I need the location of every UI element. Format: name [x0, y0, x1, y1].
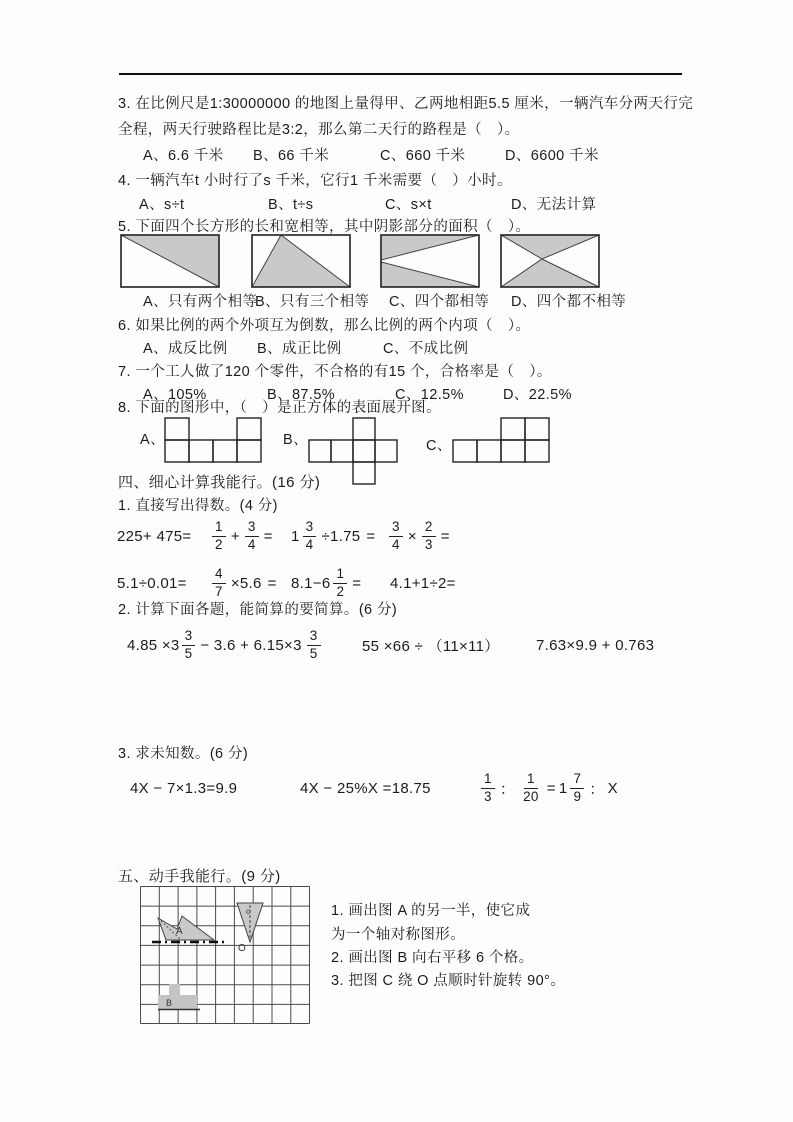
- cube-net-c: [452, 417, 550, 463]
- operator: ×: [407, 527, 417, 545]
- simp-e3: [536, 623, 654, 667]
- unknown-x: X: [607, 779, 618, 797]
- question-6-stem: 6. 如果比例的两个外项互为倒数，那么比例的两个内项（ ）。: [118, 318, 531, 334]
- denominator: 2: [336, 583, 345, 599]
- calc-r2c4: [390, 561, 456, 605]
- net-c-label: C、: [426, 438, 452, 454]
- question-5-stem: 5. 下面四个长方形的长和宽相等，其中阴影部分的面积（ ）。: [118, 219, 531, 235]
- ratio-colon: ：: [499, 780, 516, 798]
- shaded-bottom-band: [381, 262, 479, 287]
- shaded-bottom-triangle: [501, 259, 599, 287]
- section-5-title: 五、动手我能行。(9 分): [118, 868, 281, 885]
- top-rule: [119, 73, 682, 75]
- equals-sign: =: [440, 527, 450, 545]
- fraction: [422, 520, 436, 551]
- instruction-3: 3. 把图 C 绕 O 点顺时针旋转 90°。: [331, 973, 566, 989]
- expression: 5.1÷0.01=: [117, 574, 187, 592]
- shaded-top-band: [381, 235, 479, 260]
- instruction-2: 2. 画出图 B 向右平移 6 个格。: [331, 950, 534, 966]
- q4-option-d: D、无法计算: [511, 197, 597, 213]
- numerator: 7: [570, 772, 584, 788]
- calc-r2c1: [117, 561, 187, 605]
- numerator: 1: [524, 772, 538, 788]
- shape-a-label: A: [176, 926, 183, 937]
- numerator: 3: [245, 520, 259, 536]
- cube-net-b: [308, 417, 400, 485]
- question-3-line2: 全程，两天行驶路程比是3:2，那么第二天行的路程是（ ）。: [118, 122, 520, 138]
- shaded-rectangle-figure-1: [120, 234, 220, 288]
- shaded-top-triangle: [501, 235, 599, 259]
- section-4-sub2: 2. 计算下面各题，能简算的要简算。(6 分): [118, 602, 398, 618]
- expression: 7.63×9.9 + 0.763: [536, 636, 655, 654]
- numerator: 4: [212, 567, 226, 583]
- denominator: 4: [392, 536, 400, 552]
- numerator: 3: [389, 520, 403, 536]
- q5-option-d: D、四个都不相等: [511, 294, 627, 310]
- q4-option-b: B、t÷s: [268, 197, 314, 213]
- numerator: 2: [422, 520, 436, 536]
- q7-option-c: C、12.5%: [395, 387, 464, 403]
- equals-sign: =: [546, 779, 556, 797]
- denominator: 5: [309, 645, 318, 661]
- fraction: [389, 520, 403, 551]
- fraction: [303, 520, 317, 551]
- section-4-sub1: 1. 直接写出得数。(4 分): [118, 498, 278, 514]
- fraction: [570, 772, 584, 803]
- denominator: 2: [215, 536, 223, 552]
- shaded-rectangle-figure-3: [380, 234, 480, 288]
- calc-r1c4: [387, 514, 453, 558]
- net-b-squares: [309, 418, 397, 484]
- denominator: 5: [184, 645, 193, 661]
- q7-option-a: A、105%: [143, 387, 207, 403]
- q5-option-a: A、只有两个相等: [143, 294, 258, 310]
- denominator: 3: [484, 788, 492, 804]
- net-c-squares: [453, 418, 549, 462]
- denominator: 4: [247, 536, 256, 552]
- operator: +: [230, 527, 240, 545]
- numerator: 1: [212, 520, 226, 536]
- q7-option-b: B、87.5%: [267, 387, 336, 403]
- net-a-squares: [165, 418, 261, 462]
- net-b-label: B、: [283, 432, 308, 448]
- numerator: 3: [303, 520, 317, 536]
- integer-part: 1: [558, 779, 568, 797]
- question-4-stem: 4. 一辆汽车t 小时行了s 千米，它行1 千米需要（ ）小时。: [118, 173, 512, 189]
- shape-a-polygon: [158, 916, 214, 940]
- integer-part: 1: [291, 527, 300, 545]
- equals-sign: =: [263, 527, 273, 545]
- numerator: 3: [182, 629, 196, 645]
- fraction: [245, 520, 259, 551]
- instruction-1-line1: 1. 画出图 A 的另一半，使它成: [331, 903, 531, 919]
- shaded-rectangle-figure-2: [251, 234, 351, 288]
- unknown-eq3: [479, 766, 618, 810]
- q4-option-c: C、s×t: [385, 197, 432, 213]
- q4-option-a: A、s÷t: [139, 197, 185, 213]
- equals-sign: =: [366, 527, 376, 545]
- operator: ÷1.75: [321, 527, 361, 545]
- question-3-line1: 3. 在比例尺是1:30000000 的地图上量得甲、乙两地相距5.5 厘米，一辆汽车分两天行完: [118, 96, 694, 112]
- fraction: [481, 772, 495, 803]
- expression: 4.1+1÷2=: [390, 574, 456, 592]
- equals-sign: =: [352, 574, 362, 592]
- q5-option-c: C、四个都相等: [389, 294, 490, 310]
- expression: 55 ×66 ÷ （11×11）: [362, 637, 500, 655]
- fraction: [333, 567, 347, 598]
- instruction-1-line2: 为一个轴对称图形。: [331, 927, 466, 943]
- net-a-label: A、: [140, 432, 165, 448]
- q6-option-b: B、成正比例: [257, 341, 342, 357]
- q3-option-a: A、6.6 千米: [143, 148, 224, 164]
- q3-option-d: D、6600 千米: [505, 148, 599, 164]
- shape-b-upper-square: [169, 984, 180, 995]
- denominator: 20: [523, 788, 539, 804]
- q3-option-b: B、66 千米: [253, 148, 330, 164]
- shaded-rectangle-figure-4: [500, 234, 600, 288]
- shaded-triangle: [121, 235, 219, 287]
- shape-b-lower-rect: [158, 995, 197, 1009]
- q5-option-b: B、只有三个相等: [255, 294, 370, 310]
- section-4-sub3: 3. 求未知数。(6 分): [118, 746, 249, 762]
- q7-option-d: D、22.5%: [503, 387, 572, 403]
- fraction: [307, 629, 321, 660]
- denominator: 4: [305, 536, 314, 552]
- rotation-center-label: O: [238, 943, 246, 954]
- unknown-eq1: [130, 766, 237, 810]
- shaded-triangle: [252, 235, 350, 287]
- denominator: 3: [424, 536, 433, 552]
- drawing-grid: [140, 886, 310, 1024]
- question-7-stem: 7. 一个工人做了120 个零件，不合格的有15 个，合格率是（ ）。: [118, 364, 552, 380]
- denominator: 7: [215, 583, 223, 599]
- section-4-title: 四、细心计算我能行。(16 分): [118, 474, 321, 491]
- equals-sign: =: [267, 574, 277, 592]
- question-8-stem: 8. 下面的图形中，（ ）是正方体的表面展开图。: [118, 400, 441, 416]
- equation: 4X − 7×1.3=9.9: [130, 779, 238, 797]
- unknown-eq2: [300, 766, 431, 810]
- shape-b-label: B: [166, 998, 173, 1008]
- fraction: [212, 567, 226, 598]
- expression-prefix: 8.1−: [291, 574, 322, 592]
- numerator: 1: [481, 772, 495, 788]
- expression-part: − 3.6 + 6.15×3: [200, 636, 302, 654]
- fraction: [182, 629, 196, 660]
- integer-part: 6: [321, 574, 331, 592]
- fraction: [520, 772, 542, 803]
- calc-r2c2: [210, 561, 280, 605]
- calc-r1c1: [117, 514, 191, 558]
- numerator: 1: [333, 567, 347, 583]
- shape-c-label: c: [246, 907, 250, 916]
- equation: 4X − 25%X =18.75: [300, 779, 431, 797]
- calc-r1c3: [291, 514, 378, 558]
- expression: 225+ 475=: [117, 527, 192, 545]
- simp-e1: [127, 623, 323, 667]
- expression-part: 4.85 ×3: [127, 636, 180, 654]
- fraction: [212, 520, 226, 551]
- q6-option-c: C、不成比例: [383, 341, 469, 357]
- q6-option-a: A、成反比例: [143, 341, 228, 357]
- q3-option-c: C、660 千米: [380, 148, 466, 164]
- simp-e2: [362, 623, 500, 667]
- operator: ×5.6: [230, 574, 262, 592]
- cube-net-a: [164, 417, 262, 463]
- calc-r2c3: [291, 561, 364, 605]
- calc-r1c2: [210, 514, 276, 558]
- numerator: 3: [307, 629, 321, 645]
- denominator: 9: [573, 788, 582, 804]
- ratio-colon: ：: [589, 780, 605, 798]
